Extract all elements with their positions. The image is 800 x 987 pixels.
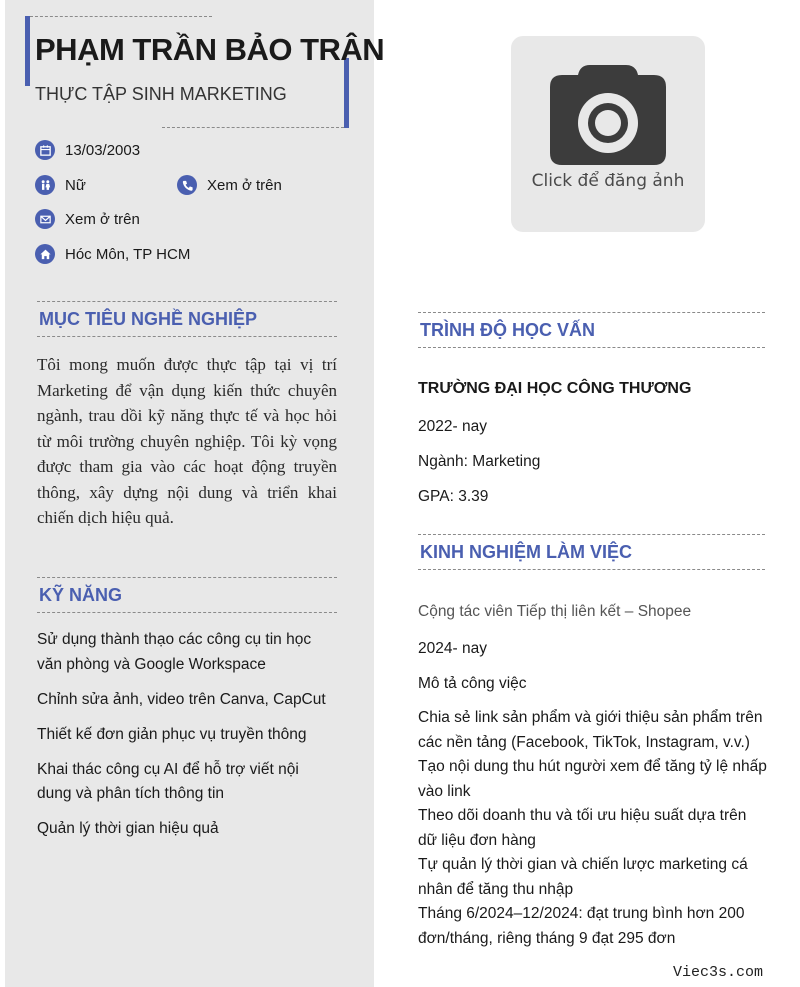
- skills-list: [37, 628, 337, 852]
- skill-item[interactable]: Thiết kế đơn giản phục vụ truyền thông: [37, 725, 307, 743]
- skills-heading: [37, 577, 337, 613]
- contact-email[interactable]: [35, 209, 140, 229]
- skills-heading-text: KỸ NĂNG: [39, 584, 123, 605]
- experience-title[interactable]: Cộng tác viên Tiếp thị liên kết – Shopee: [418, 603, 692, 620]
- email-value: Xem ở trên: [65, 210, 140, 228]
- objective-text[interactable]: Tôi mong muốn được thực tập tại vị trí Marketing để vận dụng kiến thức chuyên ngành, trau dồi kỹ năng thực tế và học hỏi từ môi trường chuyên nghiệp. Tôi kỳ vọng được tham gia vào các hoạt động truyền thông, xây dựng nội dung và triển khai chiến dịch hiệu quả.: [37, 355, 337, 527]
- gender-value: Nữ: [65, 176, 86, 194]
- header-divider-top: [30, 16, 212, 17]
- contact-birthday[interactable]: [35, 140, 140, 160]
- duty-item[interactable]: Tạo nội dung thu hút người xem để tăng tỷ lệ nhấp vào link: [418, 758, 767, 800]
- objective-heading: [37, 301, 337, 337]
- education-gpa[interactable]: GPA: 3.39: [418, 488, 489, 505]
- experience-heading: [418, 534, 765, 570]
- experience-duties: [418, 706, 768, 951]
- home-icon: [35, 244, 55, 264]
- duty-item[interactable]: Tháng 6/2024–12/2024: đạt trung bình hơn 200 đơn/tháng, riêng tháng 9 đạt 295 đơn: [418, 905, 745, 947]
- candidate-position[interactable]: THỰC TẬP SINH MARKETING: [35, 84, 287, 104]
- education-period[interactable]: 2022- nay: [418, 418, 487, 435]
- duty-item[interactable]: Chia sẻ link sản phẩm và giới thiệu sản phẩm trên các nền tảng (Facebook, TikTok, Instagram, v.v.): [418, 709, 763, 751]
- education-heading-text: TRÌNH ĐỘ HỌC VẤN: [420, 319, 595, 340]
- experience-desc-label[interactable]: Mô tả công việc: [418, 675, 527, 692]
- experience-heading-text: KINH NGHIỆM LÀM VIỆC: [420, 541, 633, 562]
- contact-address[interactable]: [35, 244, 190, 264]
- objective-heading-text: MỤC TIÊU NGHỀ NGHIỆP: [39, 308, 258, 329]
- watermark: Viec3s.com: [673, 964, 764, 981]
- duty-item[interactable]: Tự quản lý thời gian và chiến lược marketing cá nhân để tăng thu nhập: [418, 856, 748, 898]
- education-major[interactable]: Ngành: Marketing: [418, 453, 541, 470]
- contact-phone[interactable]: [177, 175, 282, 195]
- camera-icon: [550, 65, 666, 165]
- gender-icon: [35, 175, 55, 195]
- skill-item[interactable]: Khai thác công cụ AI để hỗ trợ viết nội dung và phân tích thông tin: [37, 760, 299, 802]
- header-divider-bottom: [162, 127, 344, 128]
- duty-item[interactable]: Theo dõi doanh thu và tối ưu hiệu suất dựa trên dữ liệu đơn hàng: [418, 807, 747, 849]
- phone-value: Xem ở trên: [207, 176, 282, 194]
- address-value: Hóc Môn, TP HCM: [65, 245, 191, 263]
- skill-item[interactable]: Sử dụng thành thạo các công cụ tin học văn phòng và Google Workspace: [37, 631, 312, 673]
- education-school[interactable]: TRƯỜNG ĐẠI HỌC CÔNG THƯƠNG: [418, 380, 692, 397]
- photo-upload[interactable]: [511, 36, 705, 232]
- header-accent-bar-left: [25, 16, 30, 86]
- education-heading: [418, 312, 765, 348]
- skill-item[interactable]: Chỉnh sửa ảnh, video trên Canva, CapCut: [37, 690, 326, 708]
- calendar-icon: [35, 140, 55, 160]
- email-icon: [35, 209, 55, 229]
- photo-upload-label: Click để đăng ảnh: [531, 171, 685, 191]
- contact-gender[interactable]: [35, 175, 86, 195]
- skill-item[interactable]: Quản lý thời gian hiệu quả: [37, 820, 219, 837]
- phone-icon: [177, 175, 197, 195]
- birthday-value: 13/03/2003: [65, 141, 141, 159]
- candidate-name[interactable]: PHẠM TRẦN BẢO TRÂN: [35, 32, 385, 67]
- experience-period[interactable]: 2024- nay: [418, 640, 487, 657]
- header-accent-bar-right: [344, 58, 349, 128]
